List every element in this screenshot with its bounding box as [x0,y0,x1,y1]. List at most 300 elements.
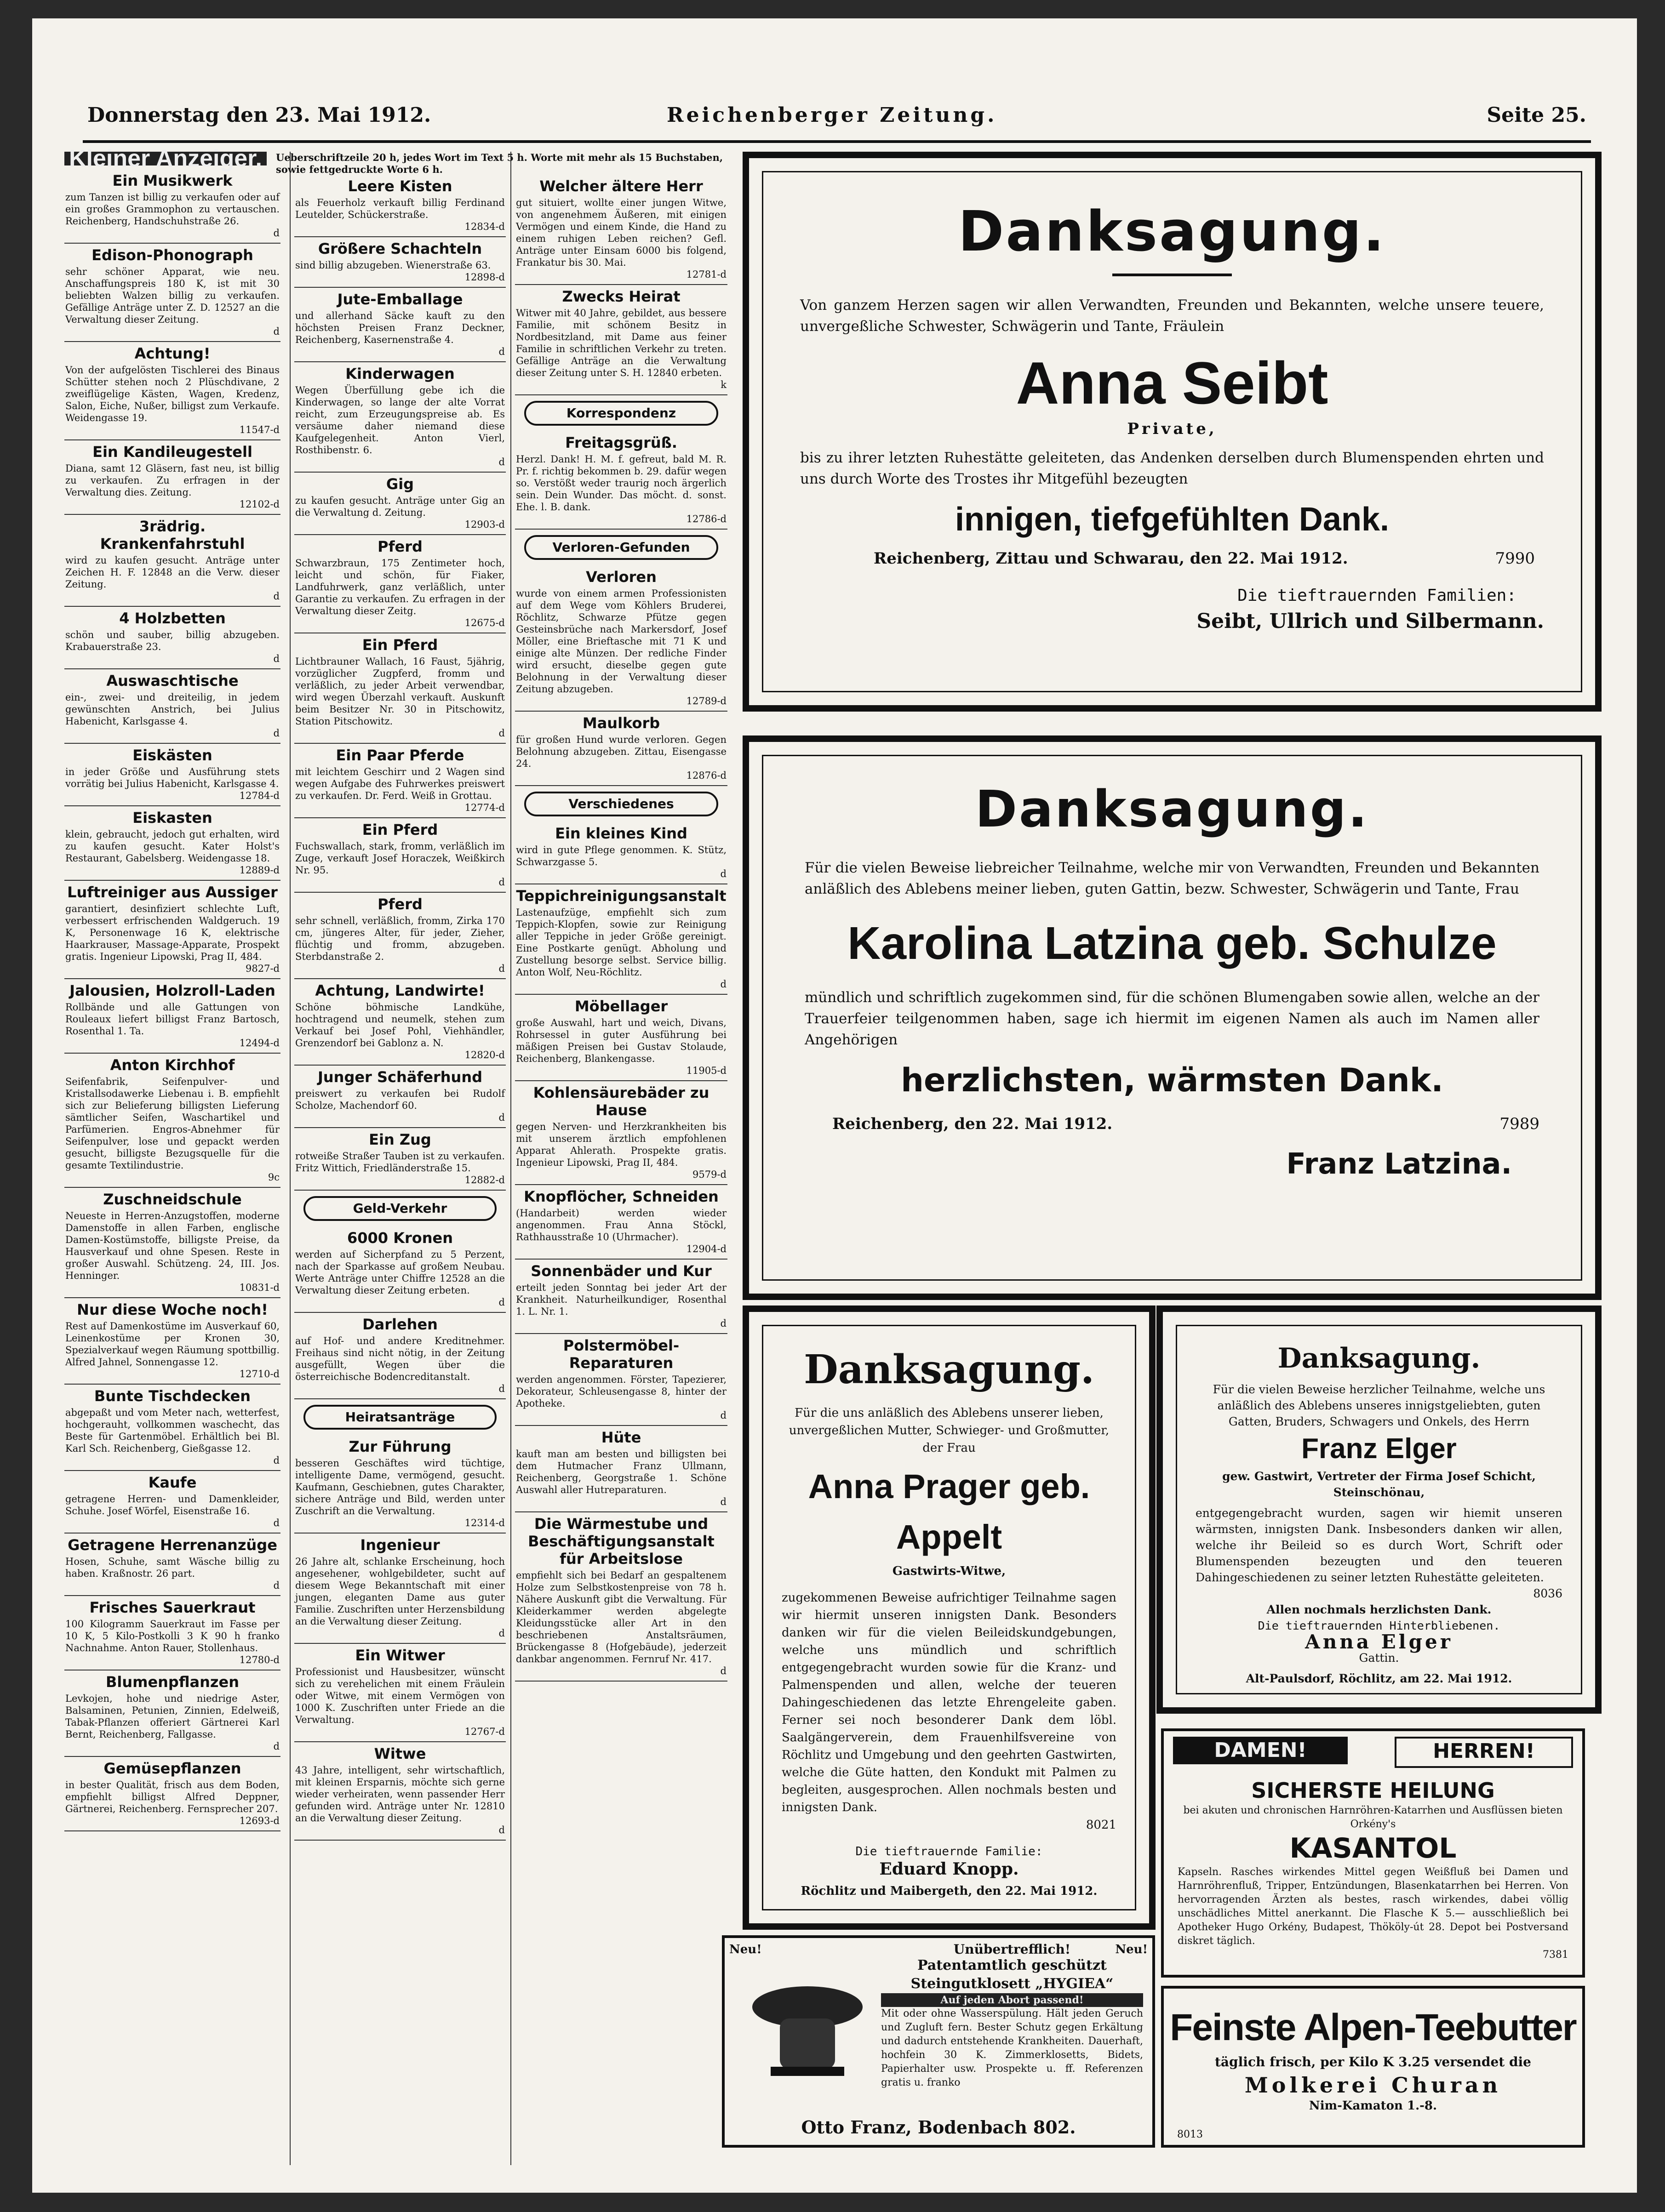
classified-ad [515,884,727,995]
ad-heading: Teppichreinigungsanstalt [516,887,727,905]
ad-heading: Achtung, Landwirte! [315,982,485,999]
ad-heading: Getragene Herrenanzüge [68,1536,277,1554]
column-3-ads-d [515,822,727,1682]
ad-herren-label: HERREN! [1395,1737,1573,1768]
ad-heading: Ein Musikwerk [112,172,233,189]
classified-ad [64,342,280,440]
classified-ad [294,744,506,818]
deceased-name: Anna Seibt [1016,349,1328,416]
rubric-verschiedenes: Verschiedenes [524,792,718,816]
ad-text: zu kaufen gesucht. Anträge unter Gig an die Verwaltung d. Zeitung. [295,495,505,518]
classified-ad [64,440,280,515]
ad-text: in jeder Größe und Ausführung stets vorrätig bei Julius Habenicht, Karlsgasse 4. [65,766,280,789]
ad-heading: Auswaschtische [106,672,239,690]
notice-again: Allen nochmals herzlichsten Dank. [1266,1603,1492,1616]
ad-heading: Zuschneidschule [103,1191,242,1208]
ad-heading: Pferd [378,538,423,555]
notice-code: 8036 [1533,1587,1562,1600]
classified-ad [294,1226,506,1313]
classified-ad [294,1313,506,1399]
ad-code: 12314-d [464,1517,505,1528]
ad-text: werden auf Sicherpfand zu 5 Perzent, nach der Sparkasse auf großem Neubau. Werte Anträge unter Chiffre 12528 an die Verwaltung dieser Zeitung erbeten. [295,1249,505,1296]
ad-code: d [273,1455,280,1466]
classified-ad [64,979,280,1054]
ad-code: 12781-d [686,269,727,280]
ad-code: 9579-d [692,1169,727,1180]
classified-ad [294,362,506,473]
classified-ad [294,1644,506,1742]
ad-text: getragene Herren- und Damenkleider, Schuhe. Josef Wörfel, Eisenstraße 16. [65,1494,280,1516]
signature-line-3: Gattin. [1359,1651,1399,1665]
ad-code: 7381 [1543,1949,1568,1961]
newspaper-title: Reichenberger Zeitung. [667,103,997,127]
classified-ad [64,1188,280,1298]
ad-heading: Freitagsgrüß. [565,434,677,451]
ad-text: (Handarbeit) werden wieder angenommen. Frau Anna Stöckl, Rathhausstraße 10 (Uhrmacher). [516,1208,727,1243]
ad-code: 12494-d [239,1038,280,1049]
notice-elger [1156,1306,1602,1714]
classified-ad [515,822,727,884]
notice-prager [743,1306,1156,1930]
classified-ad [515,995,727,1081]
classified-ad [294,1128,506,1191]
ad-body: Kapseln. Rasches wirkendes Mittel gegen Weißfluß bei Damen und Harnröhrenfluß, Tripper, Entzündungen, Blasenkatarrhen bei Herren. Von hervorragenden Ärzten als bestes, rasch wirkendes, dabei völlig unschädliches Mittel anerkannt. Die Flasche K 5.— ausschließlich bei Apotheker Hugo Orkény, Budapest, Thököly-út 28. Depot bei Postversand diskret täglich. [1178,1866,1568,1947]
ad-text: große Auswahl, hart und weich, Divans, Rohrsessel in guter Ausführung bei mäßigen Preisen bei Gustav Stolaude, Reichenberg, Blankengasse. [516,1017,727,1064]
classified-ad [294,818,506,893]
ad-text: gut situiert, wollte einer jungen Witwe, von angenehmem Äußeren, mit einigen Vermögen und einem Kinde, die Hand zu einem ruhigen Leben reichen? Gefl. Anträge unter Einsam 6000 bis folgend, Frankatur bis 30. Mai. [516,197,727,268]
ad-heading: Anton Kirchhof [110,1056,235,1074]
ad-heading: Junger Schäferhund [317,1068,483,1086]
signature-line-1: Die tieftrauernden Familien: [1237,586,1516,605]
ad-heading: Verloren [586,568,657,586]
ad-code: d [498,1112,505,1123]
ad-code: 12774-d [464,802,505,813]
deceased-name: Anna Prager geb. Appelt [808,1467,1090,1556]
column-2-ads-a [294,175,506,1191]
classified-ad [515,175,727,285]
ad-code: 12693-d [239,1815,280,1826]
ad-code: d [273,1580,280,1591]
classified-ad [294,893,506,979]
ad-text: Lastenaufzüge, empfiehlt sich zum Teppich-Klopfen, sowie zur Reinigung aller Teppiche in jeder Größe gereinigt. Eine Postkarte genügt. Abholung und Zustellung besorge selbst. Service billig. Anton Wolf, Neu-Röchlitz. [516,907,727,978]
notice-seibt [743,152,1602,712]
ad-text: und allerhand Säcke kauft zu den höchsten Preisen Franz Deckner, Reichenberg, Kasernenstraße 4. [295,310,505,345]
ad-kasantol [1161,1728,1585,1978]
ad-heading: Witwe [374,1745,426,1762]
classified-ad [515,1512,727,1682]
ad-line-1: täglich frisch, per Kilo K 3.25 versendet die [1214,2054,1531,2069]
ad-text: Diana, samt 12 Gläsern, fast neu, ist billig zu verkaufen. Zu erfragen in der Verwaltung dies. Zeitung. [65,463,280,498]
ad-code: d [498,346,505,357]
ad-text: Hosen, Schuhe, samt Wäsche billig zu haben. Kraßnostr. 26 part. [65,1556,280,1579]
ad-heading: Nur diese Woche noch! [77,1301,268,1318]
ad-heading: Ein Kandileugestell [92,443,252,461]
ad-text: wurde von einem armen Professionisten auf dem Wege vom Köhlers Bruderei, Röchlitz, Schwarze Pfütze gegen Gesteinsbrüche nach Markersdorf, Josef Möller, eine Brieftasche mit 71 K und einige alte Münzen. Der redliche Finder wird ersucht, dieselbe gegen gute Belohnung in der Verwaltung dieser Zeitung abzugeben. [516,588,727,695]
classified-ad [515,1334,727,1426]
ad-heading: 6000 Kronen [347,1229,453,1247]
column-2-ads-c [294,1435,506,1841]
ad-heading: Welcher ältere Herr [539,177,703,195]
ad-code: d [498,728,505,739]
classified-ad [64,1757,280,1831]
classified-ad [515,1260,727,1334]
ad-heading: Ein Zug [369,1131,431,1148]
ad-heading: Eiskasten [132,809,212,827]
signature-line-2: Eduard Knopp. [879,1859,1019,1879]
ad-code: d [273,326,280,337]
ad-code: d [720,868,727,879]
classified-ad [515,712,727,786]
page-number: Seite 25. [1487,103,1586,127]
notice-body: bis zu ihrer letzten Ruhestätte geleiteten, das Andenken derselben durch Blumenspenden ehrten und uns durch Worte des Trostes ihr Mitgefühl bezeugten [800,450,1544,487]
ad-tagline: Auf jeden Abort passend! [881,1993,1143,2007]
classified-ad [64,1471,280,1534]
ad-code: 11905-d [686,1065,727,1076]
notice-intro: Für die vielen Beweise liebreicher Teilnahme, welche mir von Verwandten, Freunden und Bekannten anläßlich des Ablebens meiner lieben, guten Gattin, bezw. Schwester, Schwägerin und Tante, Frau [805,860,1539,897]
ad-heading: Die Wärmestube und Beschäftigungsanstalt für Arbeitslose [528,1515,715,1568]
classified-ad [294,288,506,362]
ad-heading: Knopflöcher, Schneiden [524,1188,719,1205]
signature-line-1: Die tieftrauernden Hinterbliebenen. [1258,1619,1500,1632]
ad-heading: Kaufe [148,1474,197,1491]
ad-code: d [273,228,280,239]
ad-code: d [720,979,727,990]
column-3-ads-c [515,565,727,786]
classifieds-column-2 [290,152,506,2165]
classified-ad [515,431,727,530]
ad-text: sehr schnell, verläßlich, fromm, Zirka 170 cm, jüngeres Alter, für jeder, Zieher, flüchtig und fromm, abzugeben. Sterbdanstraße 2. [295,915,505,962]
classifieds-column-1 [64,145,280,2165]
notice-thanks: innigen, tiefgefühlten Dank. [955,501,1389,538]
column-2-ads-b [294,1226,506,1399]
ad-heading: Blumenpflanzen [105,1673,240,1691]
ad-text: preiswert zu verkaufen bei Rudolf Scholze, Machendorf 60. [295,1088,505,1111]
classified-ad [64,607,280,669]
ad-code: d [498,1628,505,1639]
ad-heading: Achtung! [134,345,211,362]
ad-product: Patentamtlich geschützt Steingutklosett „HYGIEA“ [910,1957,1114,1992]
ad-code: 12102-d [239,499,280,510]
classified-ad [515,1081,727,1185]
ad-code: d [498,456,505,467]
ad-text: sind billig abzugeben. Wienerstraße 63. [295,260,491,271]
ad-code: d [273,591,280,602]
signature: Franz Latzina. [1286,1147,1512,1180]
ad-company: Molkerei Churan [1244,2073,1502,2098]
notice-intro: Für die vielen Beweise herzlicher Teilnahme, welche uns anläßlich des Ablebens unseres innigstgeliebten, guten Gatten, Bruders, Schwagers und Onkels, des Herrn [1213,1383,1545,1428]
ad-code: d [273,728,280,739]
ad-heading: Kinderwagen [345,365,455,382]
ad-text: Rest auf Damenkostüme im Ausverkauf 60, Leinenkostüme per Kronen 30, Spezialverkauf wegen Räumung spottbillig. Alfred Jahnel, Sonnengasse 12. [65,1321,280,1368]
classified-ad [64,744,280,806]
toilet-illustration [743,1975,872,2081]
ad-heading: Ein Paar Pferde [336,747,464,764]
ad-code: d [720,1318,727,1329]
newspaper-page [32,18,1637,2193]
ad-heading: Bunte Tischdecken [94,1387,251,1405]
notice-code: 7989 [1499,1115,1539,1133]
rubric-korrespondenz: Korrespondenz [524,401,718,426]
signature-line-2: Seibt, Ullrich und Silbermann. [1196,610,1544,633]
ad-code: 12675-d [464,617,505,628]
ad-text: klein, gebraucht, jedoch gut erhalten, wird zu kaufen gesucht. Kater Holst's Restaurant, Gabelsberg. Weidengasse 18. [65,829,280,864]
ad-text: Seifenfabrik, Seifenpulver- und Kristallsodawerke Liebenau i. B. empfiehlt sich zur Belieferung billigsten Lieferung sämtlicher Seifen, Waschartikel und Parfümerien. Engros-Abnehmer für Seifenpulver, lose und gepackt werden gesucht, billigste Bezugsquelle für die gesamte Textilindustrie. [65,1076,280,1171]
ad-text: Neueste in Herren-Anzugstoffen, moderne Damenstoffe in allen Farben, englische Damen-Kostümstoffe, billigste Preise, da Hausverkauf und ohne Spesen. Reste in großer Auswahl. Schützeng. 24, III. Jos. Henninger. [65,1210,280,1281]
ad-text: Witwer mit 40 Jahre, gebildet, aus bessere Familie, mit schönem Besitz in Nordbesitzland, mit Dame aus feiner Familie in schriftlichen Verkehr zu treten. Gefällige Anträge an die Verwaltung dieser Zeitung unter S. H. 12840 erbeten. [516,308,727,378]
ad-text: 26 Jahre alt, schlanke Erscheinung, hoch angesehener, wohlgebildeter, sucht auf diesem Wege Bekanntschaft mit einer jungen, eleganten Dame aus guter Familie. Zuschriften unter Herzensbildung an die Verwaltung dieser Zeitung. [295,1556,505,1627]
classified-ad [64,1385,280,1471]
deceased-occupation: Gastwirts-Witwe, [892,1564,1006,1578]
ad-text: Wegen Überfüllung gebe ich die Kinderwagen, so lange der alte Vorrat reicht, zum Erzeugungspreise ab. Es versäume daher niemand diese Kaufgelegenheit. Anton Vierl, Rosthibenstr. 6. [295,385,505,456]
rubric-verloren: Verloren-Gefunden [524,535,718,560]
notice-thanks: herzlichsten, wärmsten Dank. [901,1061,1443,1099]
ad-heading: Zwecks Heirat [562,288,681,305]
classified-ad [294,237,506,288]
ad-damen-label: DAMEN! [1173,1737,1348,1764]
ad-code: 12767-d [464,1726,505,1737]
ad-code: 12789-d [686,696,727,707]
ad-text: rotweiße Straßer Tauben ist zu verkaufen. Fritz Wittich, Friedländerstraße 15. [295,1151,505,1174]
ad-heading: Ein Pferd [362,636,438,654]
classifieds-title: Kleiner Anzeiger. [64,152,267,165]
classified-ad [64,1596,280,1670]
ad-code: 12882-d [464,1174,505,1186]
classified-ad [294,535,506,633]
ad-text: besseren Geschäftes wird tüchtige, intelligente Dame, vermögend, gesucht. Kaufmann, Geschiebnen, gutes Charakter, sichere Anträge und Bild, werden unter Zuschrift an die Verwaltung. [295,1458,505,1516]
classified-ad [64,169,280,244]
classified-ad [515,1185,727,1260]
notice-place-date: Reichenberg, den 22. Mai 1912. [832,1115,1113,1133]
classified-ad [294,1534,506,1644]
ad-code: d [498,877,505,888]
ad-heading: Leere Kisten [348,177,452,195]
ad-heading: 3rädrig. Krankenfahrstuhl [100,518,245,553]
ad-text: garantiert, desinfiziert schlechte Luft, verbessert erfrischenden Waldgeruch. 19 K, Personenwage 16 K, elektrische Haarkrauser, Massage-Apparate, Prospekt gratis. Ingenieur Lipowski, Prag II, 484. [65,903,280,962]
classifieds-section [64,145,727,2165]
ad-heading: 4 Holzbetten [119,610,226,627]
ad-heading: Kohlensäurebäder zu Hause [533,1084,709,1119]
ad-heading: Polstermöbel-Reparaturen [563,1337,680,1372]
notice-body: entgegengebracht wurden, sagen wir hiemit unseren wärmsten, innigsten Dank. Insbesonders danken wir allen, welche ihr Beileid so es durch Wort, Schrift oder Blumenspenden bezeugten und den teueren Dahingeschiedenen zu seiner letzten Ruhestätte geleiteten. [1196,1506,1562,1584]
ad-code: d [273,653,280,664]
ad-text: Schwarzbraun, 175 Zentimeter hoch, leicht und schön, für Fiaker, Landfuhrwerk, ganz verläßlich, unter Garantie zu verkaufen. Zu erfragen in der Verwaltung dieser Zeitg. [295,558,505,616]
ad-text: wird in gute Pflege genommen. K. Stütz, Schwarzgasse 5. [516,844,727,867]
classified-ad [294,633,506,744]
ad-heading: Größere Schachteln [318,240,482,257]
ad-code: d [720,1410,727,1421]
notice-title: Danksagung. [1277,1342,1481,1374]
ad-code: 8013 [1177,2129,1203,2140]
ad-code: d [273,1741,280,1752]
notice-intro: Von ganzem Herzen sagen wir allen Verwandten, Freunden und Bekannten, welche unsere teuere, unvergeßliche Schwester, Schwägerin und Tante, Fräulein [800,297,1544,335]
ad-text: Schöne böhmische Landkühe, hochtragend und neumelk, stehen zum Verkauf bei Josef Pohl, Viehhändler, Grenzendorf bei Gablonz a. N. [295,1002,505,1049]
deceased-occupation: gew. Gastwirt, Vertreter der Firma Josef Schicht, Steinschönau, [1222,1470,1536,1499]
ad-code: 12780-d [239,1654,280,1665]
deceased-name: Franz Elger [1301,1433,1457,1465]
ad-text: kauft man am besten und billigsten bei dem Hutmacher Franz Ullmann, Reichenberg, Georgstraße 1. Schöne Auswahl aller Hutreparaturen. [516,1448,727,1495]
ad-heading: Hüte [601,1429,641,1446]
classified-ad [515,1426,727,1512]
ad-text: Lichtbrauner Wallach, 16 Faust, 5jährig, vorzüglicher Zugpferd, fromm und verläßlich, zu jeder Arbeit verwendbar, wird wegen Überzahl verkauft. Auskunft beim Besitzer Nr. 30 in Pitschowitz, Station Pitschowitz. [295,656,505,727]
ad-code: 9827-d [246,963,280,974]
classified-ad [64,1298,280,1385]
ad-place: Nim-Kamaton 1.-8. [1309,2099,1437,2113]
ad-heading: Edison-Phonograph [92,246,253,264]
header-rule [83,140,1591,143]
ad-code: 12904-d [686,1243,727,1254]
title-divider [1112,274,1232,276]
ad-heading: Maulkorb [582,714,660,732]
ad-heading: Ein Pferd [362,821,438,838]
page-header [87,103,1586,140]
ad-text: Rollbände und alle Gattungen von Rouleaux liefert billigst Franz Bartosch, Rosenthal 1. Ta. [65,1002,280,1037]
notice-code: 7990 [1495,549,1535,568]
ad-code: d [498,1297,505,1308]
classified-ad [294,1742,506,1841]
classified-ad [64,1670,280,1757]
classified-ad [64,806,280,881]
notice-intro: Für die uns anläßlich des Ablebens unserer lieben, unvergeßlichen Mutter, Schwieger- und Großmutter, der Frau [789,1406,1110,1455]
classified-ad [64,1054,280,1188]
signature-line-1: Die tieftrauernde Familie: [855,1845,1043,1859]
ad-line-1: bei akuten und chronischen Harnröhren-Katarrhen und Ausflüssen bieten Orkény's [1183,1805,1563,1830]
ad-text: ein-, zwei- und dreiteilig, in jedem gewünschten Anstrich, bei Julius Habenicht, Karlsgasse 4. [65,692,280,727]
ad-code: d [720,1665,727,1676]
ad-headline: Unübertrefflich! [953,1942,1071,1957]
ad-text: auf Hof- und andere Kreditnehmer. Freihaus sind nicht nötig, in der Zeitung ausgefüllt, Wegen über die österreichische Bodencreditanstalt. [295,1335,505,1382]
ad-code: 12876-d [686,770,727,781]
classifieds-rate: Ueberschriftzeile 20 h, jedes Wort im Text 5 h. Worte mit mehr als 15 Buchstaben, sowie fettgedruckte Worte 6 h. [276,152,723,175]
ad-new-right: Neu! [1115,1943,1148,1956]
ad-code: 12834-d [464,221,505,232]
ad-code: 11547-d [239,424,280,435]
ad-text: sehr schöner Apparat, wie neu. Anschaffungspreis 180 K, ist mit 30 beliebten Walzen billig zu verkaufen. Gefällige Anträge unter Z. D. 12527 an die Verwaltung dieser Zeitung. [65,266,280,325]
ad-hygiea [722,1935,1203,2148]
ad-text: zum Tanzen ist billig zu verkaufen oder auf ein großes Grammophon zu vertauschen. Reichenberg, Handschuhstraße 26. [65,192,280,227]
classified-ad [294,473,506,535]
classified-ad [294,979,506,1066]
notice-body: zugekommenen Beweise aufrichtiger Teilnahme sagen wir hiermit unseren innigsten Dank. Besonders danken wir für die vielen Beileidskundgebungen, welche uns mündlich und schriftlich entgegengebracht wurden sowie für die Kranz- und Palmenspenden und allen, welche der teueren Dahingeschiedenen das letzte Ehrengeleite gaben. Ferner sei noch besonderer Dank dem löbl. Saalgängerverein, dem Frauenhilfsvereine von Röchlitz und Umgebung und den geehrten Gastwirten, welche die Güte hatten, den Kondukt mit Palmen zu begleiten, ausgesprochen. Allen nochmals besten und innigsten Dank. [782,1591,1116,1814]
ad-new-left: Neu! [729,1943,762,1956]
notice-title: Danksagung. [958,200,1386,264]
ad-product: KASANTOL [1289,1832,1457,1864]
classified-ad [64,515,280,607]
notice-code: 8021 [1086,1818,1116,1832]
classified-ad [64,881,280,979]
ad-heading: Darlehen [362,1316,438,1333]
signature-line-2: Anna Elger [1305,1630,1453,1653]
ad-headline: SICHERSTE HEILUNG [1251,1778,1495,1803]
ad-text: mit leichtem Geschirr und 2 Wagen sind wegen Aufgabe des Fuhrwerkes preiswert zu verkaufen. Dr. Ferd. Weiß in Grottau. [295,766,505,801]
ad-heading: Ein Witwer [355,1647,445,1664]
rubric-heirat: Heiratsanträge [303,1405,497,1430]
classified-ad [294,175,506,237]
ad-text: erteilt jeden Sonntag bei jeder Art der Krankheit. Naturheilkundiger, Rosenthal 1. L. Nr. 1. [516,1282,727,1317]
ad-text: 43 Jahre, intelligent, sehr wirtschaftlich, mit kleinen Ersparnis, möchte sich gerne wieder verheiraten, wenn passender Herr gefunden wird. Anträge unter Nr. 12810 an die Verwaltung dieser Zeitung. [295,1765,505,1824]
ad-heading: Jalousien, Holzroll-Laden [69,982,275,999]
classified-ad [515,565,727,712]
ad-heading: Möbellager [574,998,668,1015]
column-1-ads [64,169,280,1831]
issue-date: Donnerstag den 23. Mai 1912. [87,103,431,127]
classified-ad [64,669,280,744]
rubric-geld: Geld-Verkehr [303,1196,497,1221]
ad-text: als Feuerholz verkauft billig Ferdinand Leutelder, Schückerstraße. [295,197,505,220]
ad-heading: Gemüsepflanzen [103,1760,241,1777]
ad-code: d [498,1383,505,1394]
deceased-occupation: Private, [1127,420,1217,438]
ad-company: Otto Franz, Bodenbach 802. [801,2117,1076,2138]
ad-teebutter [1161,1986,1585,2148]
notice-place-date: Reichenberg, Zittau und Schwarau, den 22. Mai 1912. [874,549,1348,568]
ad-text: schön und sauber, billig abzugeben. Krabauerstraße 23. [65,629,280,652]
ad-heading: Frisches Sauerkraut [89,1599,256,1616]
classified-ad [294,1435,506,1534]
notice-title: Danksagung. [975,780,1369,838]
ad-code: 12889-d [239,865,280,876]
classified-ad [64,244,280,342]
ad-code: 12903-d [464,519,505,530]
notice-title: Danksagung. [804,1346,1094,1393]
ad-heading: Ein kleines Kind [555,825,687,842]
ad-text: abgepaßt und vom Meter nach, wetterfest, hochgerauht, vollkommen waschecht, das Beste für Gartenmöbel. Erhältlich bei Bl. Karl Sch. Reichenberg, Gießgasse 12. [65,1407,280,1454]
ad-text: Levkojen, hohe und niedrige Aster, Balsaminen, Petunien, Zinnien, Edelweiß, Tabak-Pflanzen offeriert Gärtnerei Karl Bernt, Reichenberg, Fallgasse. [65,1693,280,1740]
ad-text: 100 Kilogramm Sauerkraut im Fasse per 10 K, 5 Kilo-Postkolli 3 K 90 h franko Nachnahme. Anton Rauer, Stollenhaus. [65,1619,280,1653]
classified-ad [515,285,727,395]
notice-place-date: Alt-Paulsdorf, Röchlitz, am 22. Mai 1912. [1246,1672,1512,1685]
ad-code: k [721,379,727,390]
notice-place-date: Röchlitz und Maibergeth, den 22. Mai 1912. [801,1884,1098,1898]
ad-text: gegen Nerven- und Herzkrankheiten bis mit unserem ärztlich empfohlenen Apparat Ahlerath. Prospekte gratis. Ingenieur Lipowski, Prag II, 484. [516,1121,727,1168]
ad-code: d [273,1517,280,1528]
ad-code: 12786-d [686,513,727,524]
ad-text: Fuchswallach, stark, fromm, verläßlich im Zuge, verkauft Josef Horaczek, Weißkirch Nr. 95. [295,841,505,876]
ad-text: Herzl. Dank! H. M. f. gefreut, bald M. R. Pr. f. richtig bekommen b. 29. dafür wegen so. Verstößt weder traurig noch ärgerlich sein. Dein Wunder. Das möcht. d. sonst. Ehe. l. B. dank. [516,454,727,513]
ad-heading: Eiskästen [132,747,212,764]
classifieds-column-3 [510,152,727,2165]
ad-code: d [498,963,505,974]
ad-heading: Pferd [378,895,423,913]
ad-text: für großen Hund wurde verloren. Gegen Belohnung abzugeben. Zittau, Eisengasse 24. [516,734,727,769]
notice-body: mündlich und schriftlich zugekommen sind, für die schönen Blumengaben sowie allen, welche an der Trauerfeier teilgenommen haben, sage ich hiermit im eigenen Namen als auch im Namen aller Angehörigen [805,989,1539,1048]
ad-text: werden angenommen. Förster, Tapezierer, Dekorateur, Schleusengasse 8, hinter der Apotheke. [516,1374,727,1409]
ad-heading: Gig [386,475,414,493]
ad-code: 12898-d [464,272,505,283]
ad-heading: Luftreiniger aus Aussiger [67,884,278,901]
ad-headline: Feinste Alpen-Teebutter [1170,2007,1576,2048]
ad-heading: Ingenieur [360,1536,440,1554]
ad-code: 9c [268,1172,280,1183]
ad-body: Mit oder ohne Wasserspülung. Hält jeden Geruch und Zugluft fern. Bester Schutz gegen Erkältung und dadurch entstehende Krankheiten. Dauerhaft, hochfein 30 K. Zimmerklosetts, Bidets, Papierhalter usw. Prospekte u. ff. Referenzen gratis u. franko [881,2008,1143,2088]
ad-code: 12820-d [464,1049,505,1060]
ad-text: Von der aufgelösten Tischlerei des Binaus Schütter stehen noch 2 Plüschdivane, 2 zweiflügelige Kästen, Wagen, Kredenz, Salon, Eiche, Nußer, billigst zum Verkaufe. Weidengasse 19. [65,365,280,423]
column-3-ads-b [515,431,727,530]
ad-code: 12784-d [239,790,280,801]
ad-heading: Sonnenbäder und Kur [531,1262,712,1280]
ad-text: empfiehlt sich bei Bedarf an gespaltenem Holze zum Selbstkostenpreise von 78 h. Nähere Auskunft gibt die Verwaltung. Für Kleiderkammer werden abgelegte Kleidungsstücke aller Art in den beschriebenen Anstaltsräumen, Brückengasse 8 (Hofgebäude), jederzeit dankbar angenommen. Fernruf Nr. 417. [516,1570,727,1665]
ad-code: 10831-d [239,1282,280,1293]
ad-text: Professionist und Hausbesitzer, wünscht sich zu verehelichen mit einem Fräulein oder Witwe, mit einem Vermögen von 1000 K. Zuschriften unter Friede an die Verwaltung. [295,1666,505,1725]
ad-text: in bester Qualität, frisch aus dem Boden, empfiehlt billigst Alfred Deppner, Gärtnerei, Reichenberg. Fernsprecher 207. [65,1779,280,1814]
ad-code: d [720,1496,727,1507]
ad-text: wird zu kaufen gesucht. Anträge unter Zeichen H. F. 12848 an die Verw. dieser Zeitung. [65,555,280,590]
notice-latzina [743,735,1602,1300]
classified-ad [64,1534,280,1596]
classified-ad [294,1066,506,1128]
ad-code: d [498,1824,505,1836]
ad-code: 12710-d [239,1368,280,1380]
column-3-ads-a [515,175,727,395]
